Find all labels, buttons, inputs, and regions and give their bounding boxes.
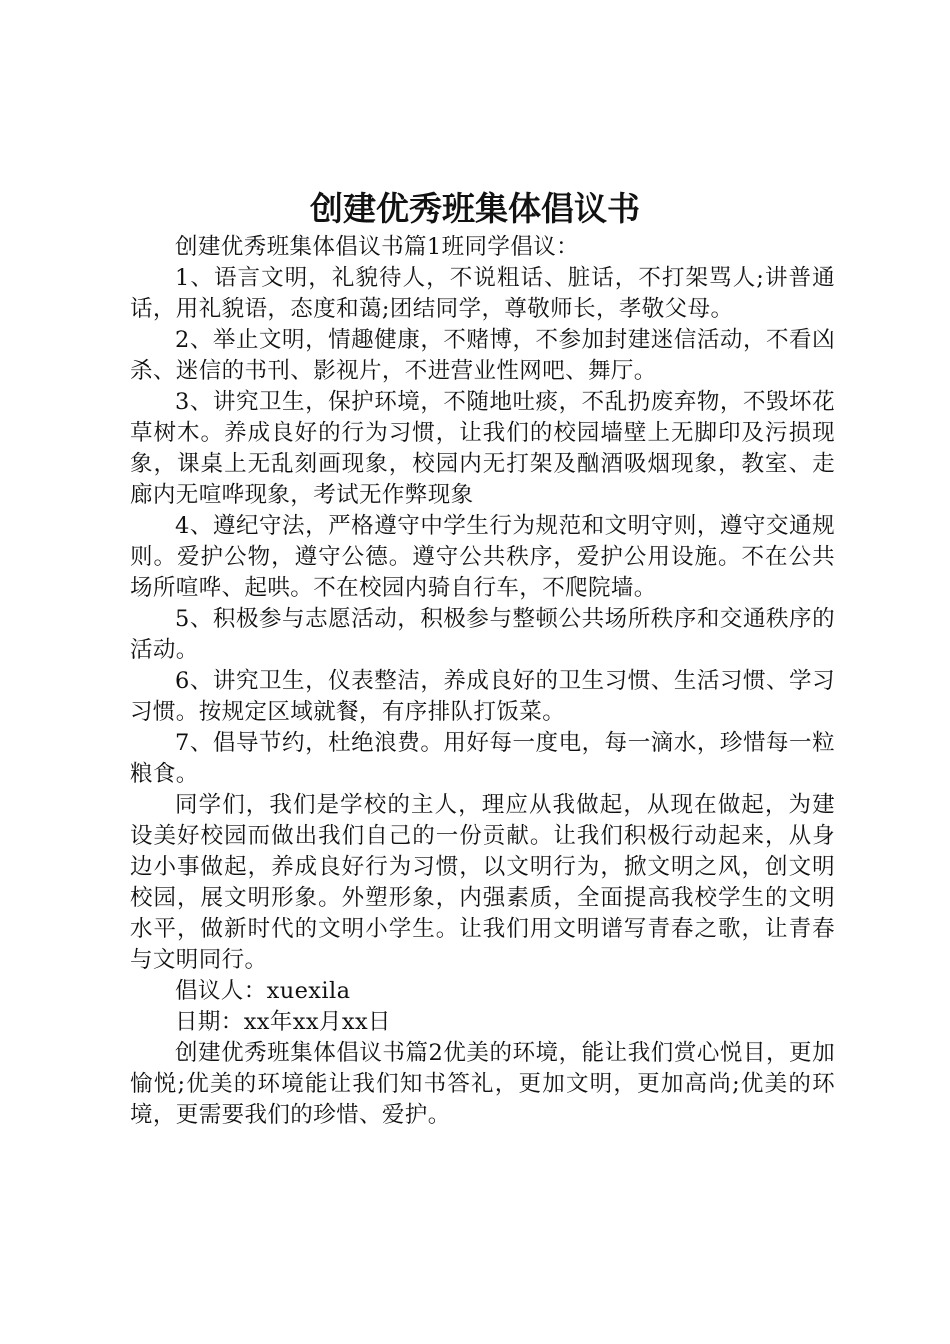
date-line: 日期：xx年xx月xx日 bbox=[175, 1009, 391, 1035]
initiator-line: 倡议人：xuexila bbox=[175, 978, 351, 1004]
item-2-paragraph: 2、举止文明，情趣健康，不赌博，不参加封建迷信活动，不看凶杀、迷信的书刊、影视片，不进营业性网吧、舞厅。 bbox=[130, 327, 835, 384]
appeal-paragraph: 同学们，我们是学校的主人，理应从我做起，从现在做起，为建设美好校园而做出我们自己的一份贡献。让我们积极行动起来，从身边小事做起，养成良好行为习惯，以文明行为，掀文明之风，创文明校园，展文明形象。外塑形象，内强素质，全面提高我校学生的文明水平，做新时代的文明小学生。让我们用文明谱写青春之歌，让青春与文明同行。 bbox=[130, 792, 835, 973]
item-7-paragraph: 7、倡导节约，杜绝浪费。用好每一度电，每一滴水，珍惜每一粒粮食。 bbox=[130, 730, 835, 787]
item-3-paragraph: 3、讲究卫生，保护环境，不随地吐痰，不乱扔废弃物，不毁坏花草树木。养成良好的行为习惯，让我们的校园墙壁上无脚印及污损现象，课桌上无乱刻画现象，校园内无打架及酗酒吸烟现象，教室、走廊内无喧哗现象，考试无作弊现象 bbox=[130, 389, 835, 508]
document-body bbox=[130, 232, 835, 1131]
item-5-paragraph: 5、积极参与志愿活动，积极参与整顿公共场所秩序和交通秩序的活动。 bbox=[130, 606, 835, 663]
document-title: 创建优秀班集体倡议书 bbox=[310, 189, 640, 228]
intro-paragraph: 创建优秀班集体倡议书篇1班同学倡议： bbox=[175, 234, 580, 260]
part-2-paragraph: 创建优秀班集体倡议书篇2优美的环境，能让我们赏心悦目，更加愉悦;优美的环境能让我们知书答礼，更加文明，更加高尚;优美的环境，更需要我们的珍惜、爱护。 bbox=[130, 1040, 835, 1128]
item-4-paragraph: 4、遵纪守法，严格遵守中学生行为规范和文明守则，遵守交通规则。爱护公物，遵守公德。遵守公共秩序，爱护公用设施。不在公共场所喧哗、起哄。不在校园内骑自行车，不爬院墙。 bbox=[130, 513, 835, 601]
item-1-paragraph: 1、语言文明，礼貌待人，不说粗话、脏话，不打架骂人;讲普通话，用礼貌语，态度和蔼;团结同学，尊敬师长，孝敬父母。 bbox=[130, 265, 835, 322]
item-6-paragraph: 6、讲究卫生，仪表整洁，养成良好的卫生习惯、生活习惯、学习习惯。按规定区域就餐，有序排队打饭菜。 bbox=[130, 668, 835, 725]
